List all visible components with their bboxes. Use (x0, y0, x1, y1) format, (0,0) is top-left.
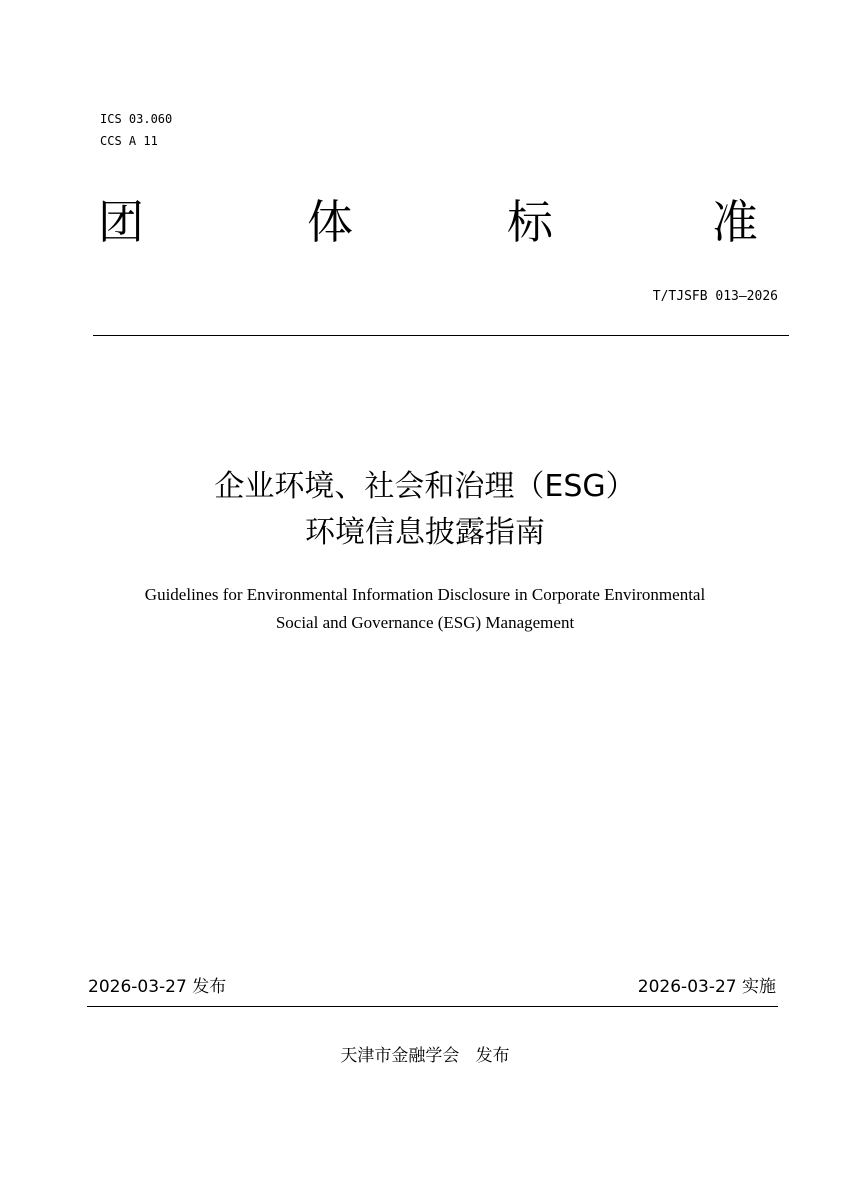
category-char-4: 准 (712, 195, 758, 249)
title-en-line-2: Social and Governance (ESG) Management (275, 613, 575, 632)
title-en-line-1: Guidelines for Environmental Information Disclosure in Corporate Environmental (144, 585, 706, 604)
publish-date: 2026-03-27 发布 (88, 977, 227, 997)
title-cn-line-2: 环境信息披露指南 (305, 515, 545, 550)
category-char-2: 体 (307, 195, 353, 249)
category-char-1: 团 (98, 195, 144, 249)
standard-number: T/TJSFB 013—2026 (652, 289, 778, 304)
category-char-3: 标 (507, 195, 553, 249)
publisher: 天津市金融学会 发布 (340, 1046, 510, 1066)
ics-code: ICS 03.060 (100, 112, 173, 126)
ccs-code: CCS A 11 (100, 134, 158, 148)
title-cn-line-1: 企业环境、社会和治理（ESG） (214, 469, 636, 504)
implement-date: 2026-03-27 实施 (637, 977, 776, 997)
bottom-divider (87, 1006, 778, 1007)
top-divider (93, 335, 789, 336)
